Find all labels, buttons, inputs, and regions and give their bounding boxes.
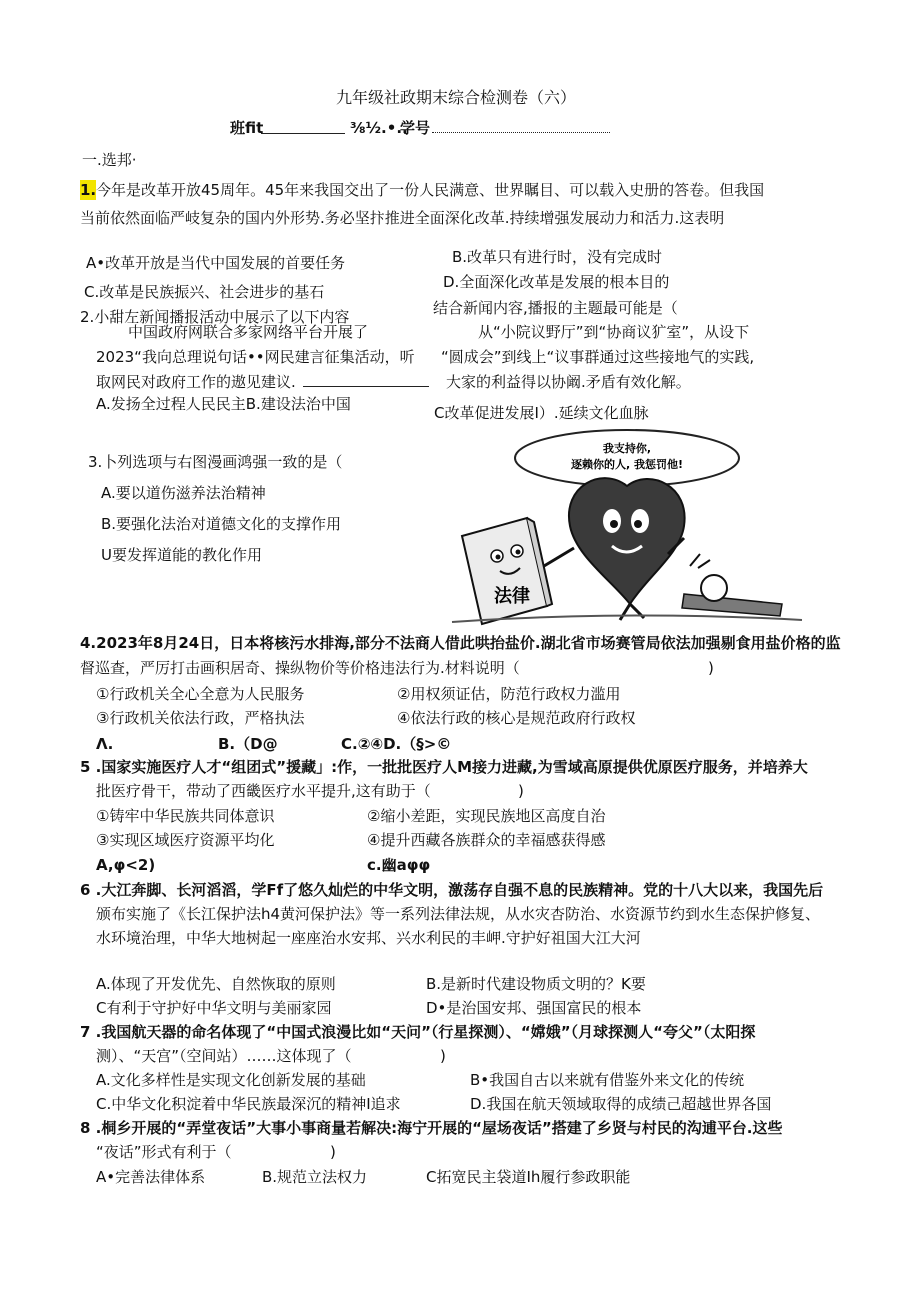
heart-right-pupil — [634, 520, 642, 528]
q4-answer-a: Λ. — [96, 735, 114, 753]
q4-statement-4: ④依法行政的核心是规范政府行政权 — [397, 709, 636, 727]
q2-options-cd: C改革促进发展I）.延续文化血脉 — [434, 404, 649, 422]
q5-paren-close: ) — [518, 782, 524, 800]
fallen-person-head — [701, 575, 727, 601]
q4-statement-2: ②用权须证估，防范行政权力滥用 — [397, 685, 621, 703]
section-heading: 一.选邦· — [82, 151, 137, 169]
heart-left-pupil — [610, 520, 618, 528]
q7-stem-line1: 7 .我国航天器的命名体现了“中国式浪漫比如“天问”（行星探测）、“嫦娥”（月球探测人“夸父”（太阳探 — [80, 1023, 756, 1041]
q2-news-right-line1: 从“小院议野厅”到“协商议犷室”，从设下 — [478, 323, 750, 341]
q2-options-ab: A.发扬全过程人民民主B.建设法治中国 — [96, 395, 351, 413]
q7-option-a: A.文化多样性是实现文化创新发展的基础 — [96, 1071, 366, 1089]
q3-stem: 3.卜列选项与右图漫画鸿强一致的是（ — [88, 453, 343, 471]
book-right-pupil — [516, 550, 521, 555]
law-morality-cartoon — [452, 426, 802, 626]
q8-paren-close: ) — [330, 1143, 336, 1161]
q2-news-left-line1: 中国政府网联合多家网络平台开展了 — [128, 323, 369, 341]
q3-option-b: B.要强化法治对道德文化的支撑作用 — [101, 515, 342, 533]
q2-cut-text: 2.小甜左新闻播报活动中展示了以下内容 — [80, 308, 350, 326]
q8-option-a: A•完善法律体系 — [96, 1168, 206, 1186]
q8-option-c: C拓宽民主袋道Ih履行参政职能 — [426, 1168, 631, 1186]
q2-news-left-line3: 取网民对政府工作的遨见建议. — [96, 373, 296, 391]
q5-statement-2: ②缩小差距，实现民族地区高度自治 — [367, 807, 606, 825]
id-blank — [432, 132, 610, 133]
q2-cut-line — [80, 304, 380, 326]
class-blank — [261, 133, 345, 134]
q7-option-b: B•我国自古以来就有借鉴外来文化的传统 — [470, 1071, 745, 1089]
q4-stem-line1: 4.2023年8月24日，日本将核污水排海,部分不法商人借此哄抬盐价.湖北省市场赛管局依法加强剔食用盐价格的监 — [80, 634, 841, 652]
q5-stem-line1: 5 .国家实施医疗人才“组团式”援藏」:作，一批批医疗人M接力进藏,为雪域高原提供优原医疗服务，并培养大 — [80, 758, 808, 776]
q5-statement-3: ③实现区域医疗资源平均化 — [96, 831, 275, 849]
speech-bubble-text-line1: 我支持你, — [602, 442, 652, 455]
law-book-label: 法律 — [494, 586, 530, 607]
q5-statement-4: ④提升西藏各族群众的幸福感获得感 — [367, 831, 606, 849]
q4-answer-cd: C.②④D.（§>© — [341, 735, 452, 753]
q8-option-b: B.规范立法权力 — [262, 1168, 368, 1186]
speech-bubble-text-line2: 逐赖你的人, 我惩罚他! — [570, 458, 684, 471]
q1-option-d: D.全面深化改革是发展的根本目的 — [443, 273, 670, 291]
id-label: 学号 — [400, 119, 431, 137]
q5-statement-1: ①铸牢中华民族共同体意识 — [96, 807, 275, 825]
q6-stem-line3: 水环境治理，中华大地树起一座座治水安邦、兴水利民的丰岬.守护好祖国大江大河 — [96, 929, 641, 947]
q6-option-a: A.体现了开发优先、自然恢取的原则 — [96, 975, 336, 993]
q7-option-d: D.我国在航天领域取得的成绩己超越世界各国 — [470, 1095, 772, 1113]
q1-option-a: A•改革开放是当代中国发展的首要任务 — [86, 254, 346, 272]
q8-stem-line2: “夜话”形式有利于（ — [96, 1143, 232, 1161]
q1-stem-line1: 今年是改革开放45周年。45年来我国交出了一份人民满意、世界瞩目、可以载入史册的答卷。但我国 — [96, 181, 765, 199]
q6-stem-line1: 6 .大江奔脚、长河滔滔，学Ff了悠久灿烂的中华文明，激荡存自强不息的民族精神。党的十八大以来，我国先后 — [80, 881, 824, 899]
q7-stem-line2: 测）、“天宫”（空间站）……这体现了（ — [96, 1047, 352, 1065]
q6-option-c: C有利于守护好中华文明与美丽家园 — [96, 999, 332, 1017]
q6-option-b: B.是新时代建设物质文明的？K要 — [426, 975, 646, 993]
q4-paren-close: ) — [708, 659, 714, 677]
q4-answer-b: B.（D@ — [218, 735, 278, 753]
q2-blank — [303, 386, 429, 387]
class-label: 班fit — [230, 119, 264, 137]
q1-option-c: C.改革是民族振兴、社会进步的基石 — [84, 283, 325, 301]
q5-stem-line2: 批医疗骨干，带动了西畿医疗水平提升,这有助于（ — [96, 782, 431, 800]
q1-number: 1. — [80, 181, 97, 199]
q3-option-a: A.要以道伤滋养法治精神 — [101, 484, 266, 502]
name-label: ⅜½.•.. — [350, 119, 408, 137]
q6-option-d: D•是治国安邦、强国富民的根本 — [426, 999, 642, 1017]
book-left-pupil — [496, 555, 501, 560]
q4-stem-line2: 督巡查，严厉打击画积居奇、操纵物价等价格违法行为.材料说明（ — [80, 659, 520, 677]
q2-news-right-line2: “圆成会”到线上“议事群通过这些接地气的实践, — [441, 348, 755, 366]
q2-news-right-line3: 大家的利益得以协阚.矛盾有效化解。 — [446, 373, 691, 391]
q1-stem-line2: 当前依然面临严岐复杂的国内外形势.务必坚抃推进全面深化改革.持续增强发展动力和活力.这表明 — [80, 209, 725, 227]
q4-statement-3: ③行政机关依法行政，严格执法 — [96, 709, 305, 727]
q2-news-left-line2: 2023“我向总理说句话••网民建言征集活动，听 — [96, 348, 415, 366]
page-title: 九年级社政期末综合检测卷（六） — [336, 88, 577, 107]
q2-stem: 结合新闻内容,播报的主题最可能是（ — [433, 299, 678, 317]
q7-paren-close: ) — [440, 1047, 446, 1065]
q4-statement-1: ①行政机关全心全意为人民服务 — [96, 685, 305, 703]
q7-option-c: C.中华文化积淀着中华民族最深沉的精神I追求 — [96, 1095, 401, 1113]
q6-stem-line2: 颁布实施了《长江保护法h4黄河保护法》等一系列法律法规，从水灾杏防治、水资源节约到水生态保护修复、 — [96, 905, 821, 923]
q5-answer-a: A,φ<2) — [96, 856, 156, 874]
q5-answer-c: c.幽aφφ — [367, 856, 431, 874]
q8-stem-line1: 8 .桐乡开展的“弄堂夜话”大事小事商量若解决:海宁开展的“屋场夜话”搭建了乡贤与村民的沟逋平台.这些 — [80, 1119, 783, 1137]
q3-option-c: U要发挥道能的教化作用 — [101, 546, 262, 564]
q1-option-b: B.改革只有进行时，没有完成时 — [452, 248, 663, 266]
